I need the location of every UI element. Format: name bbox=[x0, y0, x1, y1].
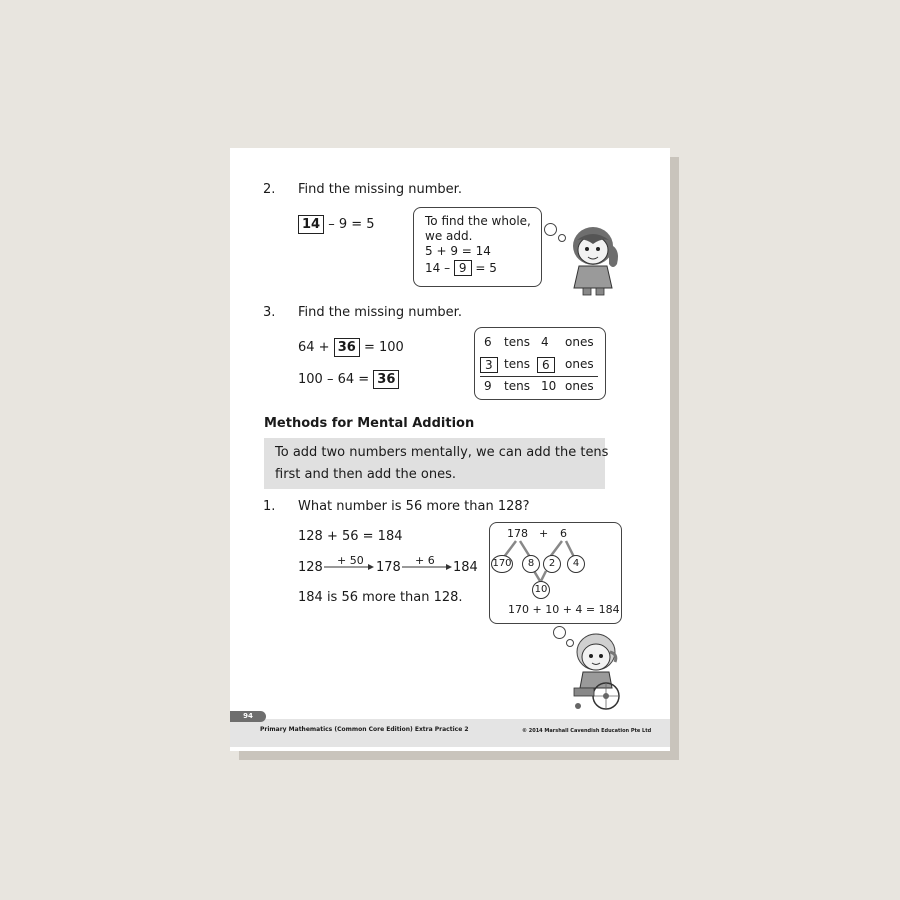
bond-result: 170 + 10 + 4 = 184 bbox=[508, 603, 620, 616]
question-1-prompt: What number is 56 more than 128? bbox=[298, 499, 530, 514]
copyright: © 2014 Marshall Cavendish Education Pte Ltd bbox=[522, 728, 652, 734]
table-cell: tens bbox=[504, 379, 530, 393]
question-2-prompt: Find the missing number. bbox=[298, 182, 462, 197]
hint-text: 14 – bbox=[425, 261, 451, 275]
note-line: To add two numbers mentally, we can add the tens bbox=[275, 445, 609, 460]
place-value-table bbox=[474, 327, 606, 400]
question-1-conclusion: 184 is 56 more than 128. bbox=[298, 590, 463, 605]
section-heading: Methods for Mental Addition bbox=[264, 416, 475, 431]
bond-leaf: 2 bbox=[543, 555, 561, 573]
chain-start: 128 bbox=[298, 560, 323, 575]
question-3-equation-2 bbox=[298, 370, 399, 389]
bond-leaf: 4 bbox=[567, 555, 585, 573]
hint-box: 9 bbox=[454, 260, 472, 276]
worksheet-page bbox=[230, 148, 670, 751]
chain-mid: 178 bbox=[376, 560, 401, 575]
note-line: first and then add the ones. bbox=[275, 467, 456, 482]
bond-top-right: 6 bbox=[560, 527, 567, 540]
table-cell-box: 6 bbox=[537, 357, 555, 373]
question-1-number: 1. bbox=[263, 499, 276, 514]
bond-top-left: 178 bbox=[507, 527, 528, 540]
table-cell-box: 3 bbox=[480, 357, 498, 373]
bond-sum-node: 10 bbox=[532, 581, 550, 599]
table-cell: tens bbox=[504, 335, 530, 349]
table-cell: 4 bbox=[541, 335, 549, 349]
hint-line: we add. bbox=[425, 229, 473, 243]
question-1-equation: 128 + 56 = 184 bbox=[298, 529, 403, 544]
equation-rest: – 9 = 5 bbox=[328, 217, 375, 232]
step-2-label: + 6 bbox=[415, 554, 435, 567]
method-note bbox=[264, 438, 609, 489]
bond-plus: + bbox=[539, 527, 549, 540]
hint-line bbox=[425, 260, 497, 276]
question-3-number: 3. bbox=[263, 305, 276, 320]
arrow-right-icon bbox=[324, 563, 374, 571]
thought-bubble-icon bbox=[553, 626, 566, 639]
table-cell: ones bbox=[565, 379, 594, 393]
book-title: Primary Mathematics (Common Core Edition) Extra Practice 2 bbox=[260, 726, 469, 733]
bond-leaf: 170 bbox=[491, 555, 513, 573]
arrow-right-icon bbox=[402, 563, 452, 571]
hint-text: = 5 bbox=[475, 261, 497, 275]
step-1-label: + 50 bbox=[337, 554, 364, 567]
number-bond-diagram bbox=[489, 522, 622, 624]
equation-text: 100 – 64 = bbox=[298, 372, 370, 387]
table-cell: 10 bbox=[541, 379, 557, 393]
question-3-prompt: Find the missing number. bbox=[298, 305, 462, 320]
hint-callout bbox=[413, 207, 542, 287]
page-footer bbox=[230, 719, 670, 747]
table-cell: ones bbox=[565, 357, 594, 371]
answer-box: 36 bbox=[334, 338, 360, 357]
table-divider bbox=[480, 376, 598, 377]
boy-wheelchair-character-icon bbox=[568, 626, 628, 712]
question-2-equation bbox=[298, 215, 375, 234]
question-3-equation-1 bbox=[298, 338, 404, 357]
equation-text: = 100 bbox=[363, 340, 404, 355]
chain-end: 184 bbox=[453, 560, 478, 575]
thought-bubble-icon bbox=[544, 223, 557, 236]
table-cell: tens bbox=[504, 357, 530, 371]
hint-line: To find the whole, bbox=[425, 214, 531, 228]
girl-character-icon bbox=[565, 220, 625, 298]
hint-line: 5 + 9 = 14 bbox=[425, 244, 491, 258]
question-2-number: 2. bbox=[263, 182, 276, 197]
table-cell: ones bbox=[565, 335, 594, 349]
equation-text: 64 + bbox=[298, 340, 330, 355]
answer-box: 14 bbox=[298, 215, 324, 234]
bond-leaf: 8 bbox=[522, 555, 540, 573]
page-number: 94 bbox=[230, 711, 266, 722]
table-cell: 9 bbox=[484, 379, 492, 393]
table-cell: 6 bbox=[484, 335, 492, 349]
answer-box: 36 bbox=[373, 370, 399, 389]
